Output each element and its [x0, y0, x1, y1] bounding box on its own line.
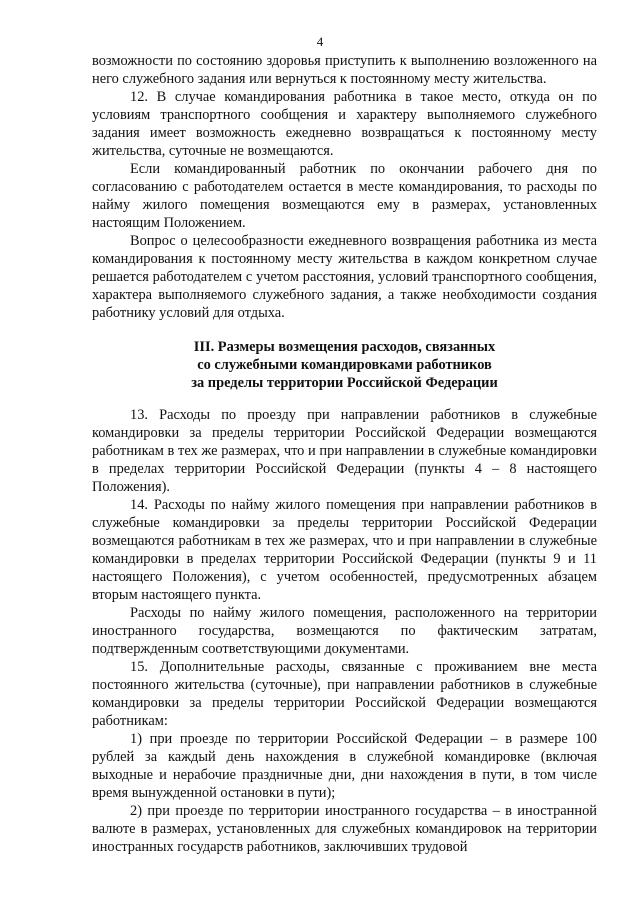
section-heading-line: за пределы территории Российской Федерации	[191, 375, 498, 391]
paragraph-subitem-2: 2) при проезде по территории иностранного государства – в иностранной валюте в размерах, установленных для служебных командировок на территории иностранных государств работников, заключивших трудовой	[92, 803, 597, 855]
section-heading	[92, 338, 597, 392]
paragraph-daily-return: Вопрос о целесообразности ежедневного возвращения работника из места командирования к постоянному месту жительства в каждом конкретном случае решается работодателем с учетом расстояния, условий транспортного сообщения, характера выполняемого служебного задания, а также необходимости создания работнику условий для отдыха.	[92, 233, 597, 321]
section-heading-line: со служебными командировками работников	[197, 357, 492, 373]
paragraph-overnight-stay: Если командированный работник по окончании рабочего дня по согласованию с работодателем остается в месте командирования, то расходы по найму жилого помещения возмещаются ему в размерах, установленных настоящим Положением.	[92, 161, 597, 231]
paragraph-foreign-lodging: Расходы по найму жилого помещения, расположенного на территории иностранного государства, возмещаются по фактическим затратам, подтвержденным соответствующими документами.	[92, 605, 597, 657]
section-heading-line: III. Размеры возмещения расходов, связанных	[193, 339, 496, 355]
paragraph-item-15: 15. Дополнительные расходы, связанные с проживанием вне места постоянного жительства (суточные), при направлении работников в служебные командировки за пределы территории Российской Федерации возмещаются работникам:	[92, 659, 597, 729]
paragraph-subitem-1: 1) при проезде по территории Российской Федерации – в размере 100 рублей за каждый день нахождения в служебной командировке (включая выходные и нерабочие праздничные дни, дни нахождения в пути, в том числе время вынужденной остановки в пути);	[92, 731, 597, 801]
paragraph-item-14: 14. Расходы по найму жилого помещения при направлении работников в служебные командировки за пределы территории Российской Федерации возмещаются работникам в тех же размерах, что и при направлении в служебные командировки в пределах территории Российской Федерации (пункты 9 и 11 настоящего Положения), с учетом особенностей, предусмотренных абзацем вторым настоящего пункта.	[92, 497, 597, 603]
page-number: 4	[316, 34, 324, 49]
paragraph-item-12: 12. В случае командирования работника в такое место, откуда он по условиям транспортного сообщения и характеру выполняемого служебного задания имеет возможность ежедневно возвращаться к постоянному месту жительства, суточные не возмещаются.	[92, 89, 597, 159]
document-body	[92, 52, 597, 856]
paragraph-continuation: возможности по состоянию здоровья приступить к выполнению возложенного на него служебного задания или вернуться к постоянному месту жительства.	[92, 53, 597, 87]
paragraph-item-13: 13. Расходы по проезду при направлении работников в служебные командировки за пределы территории Российской Федерации возмещаются работникам в тех же размерах, что и при направлении в служебные командировки в пределах территории Российской Федерации (пункты 4 – 8 настоящего Положения).	[92, 407, 597, 495]
